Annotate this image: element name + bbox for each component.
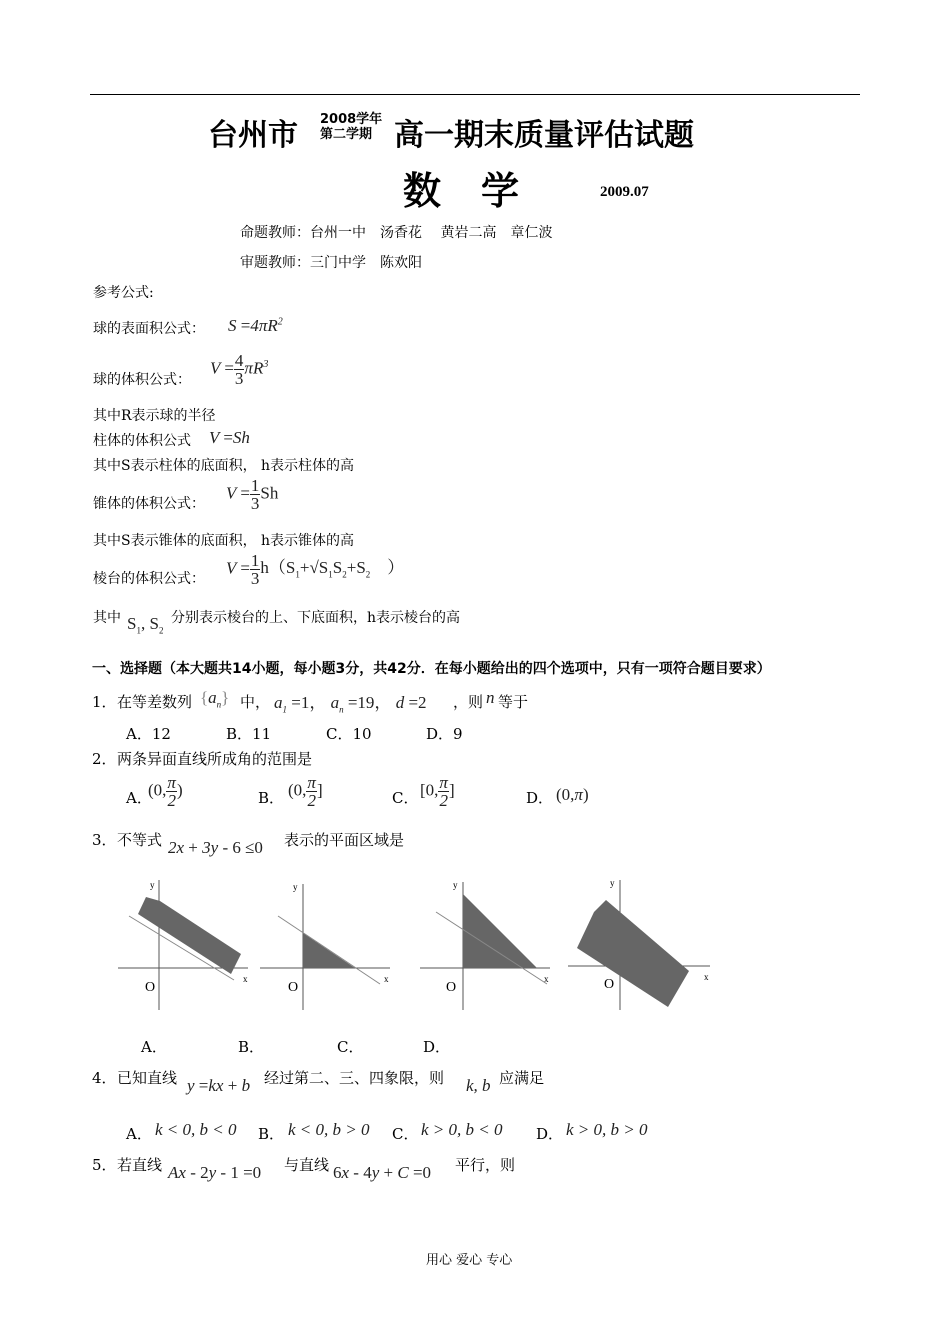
q3-num: 3． (92, 831, 117, 849)
q3-c-x-label: x (544, 974, 549, 984)
q1-text-b: 中， (240, 693, 271, 711)
q2-label-a[interactable]: A． (126, 789, 152, 807)
q3-d-x-label: x (704, 972, 709, 982)
q3-b-y-label: y (293, 882, 298, 892)
header-rule (90, 94, 860, 95)
q4-label-b[interactable]: B． (258, 1125, 285, 1143)
sphere-area-label: 球的表面积公式： (93, 321, 205, 337)
q3-graph-b[interactable] (260, 882, 390, 1010)
q4-text-a: 已知直线 (117, 1069, 178, 1087)
q3-c-origin: O (446, 980, 457, 995)
cone-formula: V = $\frac{1}{3}$ Sh (226, 476, 279, 513)
q5-num: 5． (92, 1156, 117, 1174)
title-main: 高一期末质量评估试题 (394, 118, 694, 153)
q4-line-equation: y =kx + b (187, 1076, 251, 1095)
q4-option-d[interactable]: k > 0, b > 0 (566, 1120, 648, 1139)
sphere-area-formula: $S =4\pi R^2$ (228, 316, 283, 335)
q3-label-c[interactable]: C． (337, 1038, 364, 1056)
q3-a-origin: O (145, 980, 156, 995)
q5-text-a: 若直线 (117, 1156, 163, 1174)
q3-b-x-label: x (384, 974, 389, 984)
frustum-s1-s2: $S_1$, $S_2$ (127, 614, 164, 636)
frustum-note-b: 分别表示棱台的上、下底面积，h表示棱台的高 (171, 610, 461, 626)
sphere-volume-label: 球的体积公式： (93, 372, 191, 388)
q3-graph-a[interactable] (118, 880, 248, 1010)
cone-label: 锥体的体积公式： (93, 496, 205, 512)
q3-a-y-label: y (150, 880, 155, 890)
formulas-heading: 参考公式: (93, 285, 154, 301)
q3-label-a[interactable]: A． (141, 1038, 167, 1056)
q4-label-d[interactable]: D． (536, 1125, 564, 1143)
q3-label-d[interactable]: D． (423, 1038, 451, 1056)
title-city: 台州市 (208, 118, 298, 153)
q4-label-a[interactable]: A． (126, 1125, 152, 1143)
q3-text-a: 不等式 (117, 831, 163, 849)
q4-num: 4． (92, 1069, 117, 1087)
q1-num: 1． (92, 693, 117, 711)
q4-option-b[interactable]: k < 0, b > 0 (288, 1120, 370, 1139)
authors-line-2: 审题教师：三门中学 陈欢阳 (240, 255, 422, 271)
q1-text-d: 等于 (498, 693, 529, 711)
q1-text-c: ，则 (453, 693, 484, 711)
q3-graph-c[interactable] (420, 880, 550, 1010)
q3-d-origin: O (604, 977, 615, 992)
q3-inequality: 2x + 3y - 6 ≤0 (168, 838, 263, 857)
title-year-top: 2008学年 (320, 112, 383, 127)
q3-b-line (278, 916, 380, 984)
q4-label-c[interactable]: C． (392, 1125, 419, 1143)
q1-conditions: $a_1 =1$， $a_n =19$， d =2 (274, 693, 427, 715)
section-1-heading: 一、选择题（本大题共14小题，每小题3分，共42分．在每小题给出的四个选项中，只有一项符合题目要求） (92, 661, 771, 677)
q2-option-d[interactable]: (0,π) (556, 785, 589, 804)
q3-d-region (577, 900, 689, 1007)
sphere-volume-formula: V = $\frac{4}{3}$ $\pi R^3$ (210, 351, 269, 388)
q2-label-d[interactable]: D． (526, 789, 554, 807)
sphere-note: 其中R表示球的半径 (93, 408, 216, 424)
q2-label-b[interactable]: B． (258, 789, 285, 807)
frustum-note-a: 其中 (93, 610, 121, 626)
q1-n: n (486, 688, 495, 707)
prism-note: 其中S表示柱体的底面积， h表示柱体的高 (93, 458, 355, 474)
q3-d-y-label: y (610, 878, 615, 888)
q3-text-b: 表示的平面区域是 (284, 831, 405, 849)
frustum-label: 棱台的体积公式： (93, 571, 205, 587)
q1-option-b[interactable]: B．11 (226, 725, 272, 743)
q4-text-b: 经过第二、三、四象限，则 (264, 1069, 445, 1087)
title-year-bottom: 第二学期 (320, 127, 373, 142)
q3-a-x-label: x (243, 974, 248, 984)
subject-title: 数学 (403, 169, 560, 213)
q5-line-2: 6x - 4y + C =0 (333, 1163, 432, 1182)
page-footer: 用心 爱心 专心 (426, 1253, 513, 1268)
q4-text-c: 应满足 (499, 1069, 545, 1087)
q1-option-a[interactable]: A．12 (126, 725, 171, 743)
q2-text: 两条异面直线所成角的范围是 (117, 750, 313, 768)
q3-graph-d[interactable] (568, 878, 710, 1010)
q3-b-origin: O (288, 980, 299, 995)
q2-option-c[interactable]: [0, $\frac{\pi}{2}$ ] (420, 773, 455, 810)
q2-num: 2． (92, 750, 117, 768)
q3-a-region (138, 897, 241, 974)
q3-region-graphs (100, 870, 740, 1020)
q5-text-c: 平行，则 (455, 1156, 516, 1174)
q1-option-c[interactable]: C．10 (326, 725, 372, 743)
prism-label: 柱体的体积公式 (93, 433, 191, 449)
q2-option-b[interactable]: (0, $\frac{\pi}{2}$ ] (288, 773, 323, 810)
frustum-formula: V = $\frac{1}{3}$ $h(S_1+√S_1S_2+S_2$ ） (226, 551, 405, 588)
q2-option-a[interactable]: (0, $\frac{\pi}{2}$ ) (148, 773, 183, 810)
q1-option-d[interactable]: D．9 (426, 725, 463, 743)
q1-text-a: 在等差数列 (117, 693, 193, 711)
q4-option-c[interactable]: k > 0, b < 0 (421, 1120, 503, 1139)
cone-note: 其中S表示锥体的底面积， h表示锥体的高 (93, 533, 355, 549)
q2-label-c[interactable]: C． (392, 789, 419, 807)
q4-k-b: k, b (466, 1076, 491, 1095)
q5-text-b: 与直线 (284, 1156, 330, 1174)
q4-option-a[interactable]: k < 0, b < 0 (155, 1120, 237, 1139)
authors-line-1: 命题教师：台州一中 汤香花 黄岩二高 章仁波 (240, 225, 553, 241)
exam-date: 2009.07 (600, 184, 649, 200)
q3-c-region (463, 894, 537, 968)
q1-sequence: $\{a_n\}$ (200, 688, 230, 710)
q5-line-1: Ax - 2y - 1 =0 (168, 1163, 262, 1182)
q3-label-b[interactable]: B． (238, 1038, 265, 1056)
q3-c-y-label: y (453, 880, 458, 890)
prism-formula: V =Sh (209, 428, 250, 447)
